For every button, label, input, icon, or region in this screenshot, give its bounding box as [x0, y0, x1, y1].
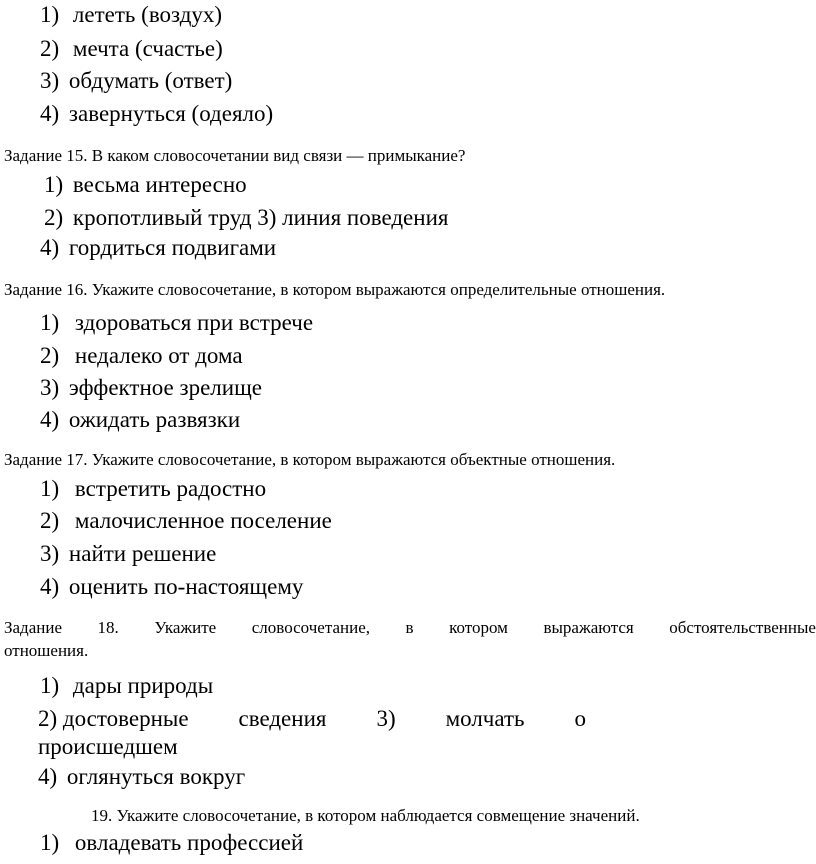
task-16-option-3	[40, 375, 262, 401]
option-text: встретить радостно	[74, 476, 267, 501]
word: 18.	[97, 618, 119, 637]
option-number: 4)	[38, 764, 58, 789]
option-number: 2)	[44, 205, 64, 230]
option-text: найти решение	[68, 541, 217, 566]
option-text: лететь (воздух)	[72, 2, 223, 27]
option-number: 1)	[40, 310, 60, 335]
option-number: 1)	[40, 2, 60, 27]
option-number: 2)	[40, 36, 60, 61]
option-number: 4)	[40, 101, 60, 126]
option-text: дары природы	[72, 673, 214, 698]
word: обстоятельственные	[669, 618, 816, 637]
word: 2) достоверные	[38, 706, 189, 731]
option-number: 2)	[40, 343, 60, 368]
option-number: 1)	[44, 172, 64, 197]
task-19-option-1	[40, 830, 303, 856]
task-17-option-2	[40, 508, 332, 534]
option-text: оценить по-настоящему	[68, 574, 304, 599]
task-17-question: Задание 17. Укажите словосочетание, в котором выражаются объектные отношения.	[4, 450, 616, 469]
task-19-question: 19. Укажите словосочетание, в котором наблюдается совмещение значений.	[91, 806, 640, 825]
option-number: 3)	[40, 68, 60, 93]
option-text: недалеко от дома	[74, 343, 243, 368]
word: молчать	[445, 706, 525, 731]
word: Укажите	[154, 618, 217, 637]
option-2	[40, 36, 223, 62]
option-text: эффектное зрелище	[68, 375, 263, 400]
option-text: весьма интересно	[72, 172, 247, 197]
option-text: оглянуться вокруг	[66, 764, 246, 789]
option-text: завернуться (одеяло)	[68, 101, 274, 126]
word: выражаются	[543, 618, 634, 637]
option-number: 3)	[40, 375, 60, 400]
option-1	[40, 2, 222, 28]
task-15-question: Задание 15. В каком словосочетании вид связи — примыкание?	[4, 146, 466, 165]
task-16-option-2	[40, 343, 243, 369]
option-number: 4)	[40, 574, 60, 599]
task-18-question-line-2: отношения.	[4, 641, 89, 660]
option-number: 1)	[40, 673, 60, 698]
option-number: 3)	[40, 541, 60, 566]
task-17-option-4	[40, 574, 303, 600]
task-16-question: Задание 16. Укажите словосочетание, в котором выражаются определительные отношения.	[4, 280, 666, 299]
option-number: 4)	[40, 235, 60, 260]
option-text: овладевать профессией	[74, 830, 304, 855]
task-18-option-2-line-1	[38, 706, 586, 732]
word: о	[574, 706, 586, 731]
word: словосочетание,	[251, 618, 371, 637]
option-text: обдумать (ответ)	[68, 68, 233, 93]
option-text: ожидать развязки	[68, 407, 241, 432]
task-15-option-1	[44, 172, 247, 198]
task-15-option-4	[40, 235, 276, 261]
option-text: малочисленное поселение	[74, 508, 332, 533]
task-18-question-line-1	[4, 618, 816, 638]
task-16-option-4	[40, 407, 240, 433]
option-number: 1)	[40, 830, 60, 855]
task-16-option-1	[40, 310, 313, 336]
option-text: кропотливый труд 3) линия поведения	[72, 205, 449, 230]
task-15-option-2	[44, 205, 448, 231]
option-3	[40, 68, 232, 94]
option-4	[40, 101, 273, 127]
word: 3)	[376, 706, 396, 731]
option-text: здороваться при встрече	[74, 310, 314, 335]
task-18-option-4	[38, 764, 245, 790]
task-18-option-2-line-2: происшедшем	[38, 734, 178, 759]
word: сведения	[238, 706, 327, 731]
task-17-option-3	[40, 541, 216, 567]
option-number: 2)	[40, 508, 60, 533]
option-text: мечта (счастье)	[72, 36, 223, 61]
option-text: гордиться подвигами	[68, 235, 277, 260]
word: Задание	[4, 618, 62, 637]
task-18-option-1	[40, 673, 213, 699]
option-number: 1)	[40, 476, 60, 501]
word: котором	[449, 618, 508, 637]
word: в	[405, 618, 414, 637]
option-number: 4)	[40, 407, 60, 432]
task-17-option-1	[40, 476, 266, 502]
